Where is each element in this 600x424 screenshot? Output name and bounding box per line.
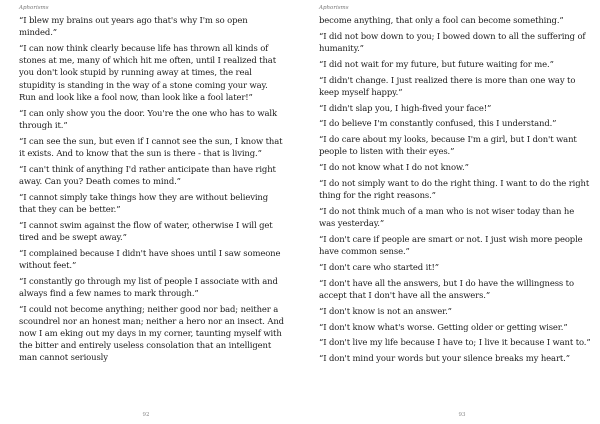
right-page [300, 0, 600, 424]
aphorism: “I don't know what's worse. Getting older or getting wiser.” [319, 321, 568, 332]
aphorism: “I did not wait for my future, but future waiting for me.” [319, 58, 554, 69]
running-header-right: Aphorisms [319, 5, 349, 11]
left-page-body [19, 14, 287, 367]
aphorism: “I do care about my looks, because I'm a girl, but I don't want people to listen with their eyes.” [319, 134, 577, 157]
aphorism: “I could not become anything; neither good nor bad; neither a scoundrel nor an honest man; neither a hero nor an insect. And now I am eking out my days in my corner, taunting myself with the bitter and entirely useless consolation that an intelligent man cannot seriously [19, 303, 284, 363]
aphorism: “I constantly go through my list of people I associate with and always find a few names to mark through.” [19, 275, 278, 298]
aphorism: “I don't have all the answers, but I do have the willingness to accept that I don't have all the answers.” [319, 277, 574, 300]
aphorism: “I cannot simply take things how they are without believing that they can be better.” [19, 191, 269, 214]
aphorism: “I cannot swim against the flow of water, otherwise I will get tired and be swept away.” [19, 219, 273, 242]
right-page-body [319, 14, 591, 368]
aphorism: “I do not think much of a man who is not wiser today than he was yesterday.” [319, 205, 575, 229]
aphorism: “I don't know is not an answer.” [319, 305, 452, 316]
aphorism: “I can only show you the door. You're the one who has to walk through it.” [19, 107, 277, 130]
aphorism: “I can see the sun, but even if I cannot see the sun, I know that it exists. And to know that the sun is there - that is living.” [19, 135, 283, 158]
aphorism: “I can't think of anything I'd rather anticipate than have right away. Can you? Death comes to mind.” [19, 163, 276, 186]
aphorism: “I do believe I'm constantly confused, this I understand.” [319, 118, 557, 129]
aphorism: “I did not bow down to you; I bowed down to all the suffering of humanity.” [319, 30, 586, 53]
aphorism: “I don't care if people are smart or not. I just wish more people have common sense.” [319, 233, 583, 257]
aphorism: “I do not simply want to do the right thing. I want to do the right thing for the right reasons.” [319, 177, 590, 201]
aphorism: “I can now think clearly because life has thrown all kinds of stones at me, many of which hit me often, until I realized that you don't look stupid by running away at times, the real stupidity is standing in the way of a stone coming your way. Run and look like a fool now, than look like a fool later!” [19, 43, 276, 102]
running-header-left: Aphorisms [19, 5, 49, 11]
aphorism: “I don't mind your words but your silence breaks my heart.” [319, 353, 570, 364]
aphorism: “I do not know what I do not know.” [319, 162, 469, 173]
aphorism: become anything, that only a fool can become something.” [319, 15, 564, 25]
aphorism: “I blew my brains out years ago that's why I'm so open minded.” [19, 15, 248, 38]
aphorism: “I didn't change. I just realized there is more than one way to keep myself happy.” [319, 74, 576, 97]
page-number-right: 93 [458, 412, 466, 418]
aphorism: “I don't live my life because I have to; I live it because I want to.” [319, 337, 591, 348]
aphorism: “I don't care who started it!” [319, 261, 439, 272]
page-number-left: 92 [142, 412, 150, 418]
aphorism: “I didn't slap you, I high-fived your face!” [319, 102, 492, 113]
aphorism: “I complained because I didn't have shoes until I saw someone without feet.” [19, 247, 281, 270]
